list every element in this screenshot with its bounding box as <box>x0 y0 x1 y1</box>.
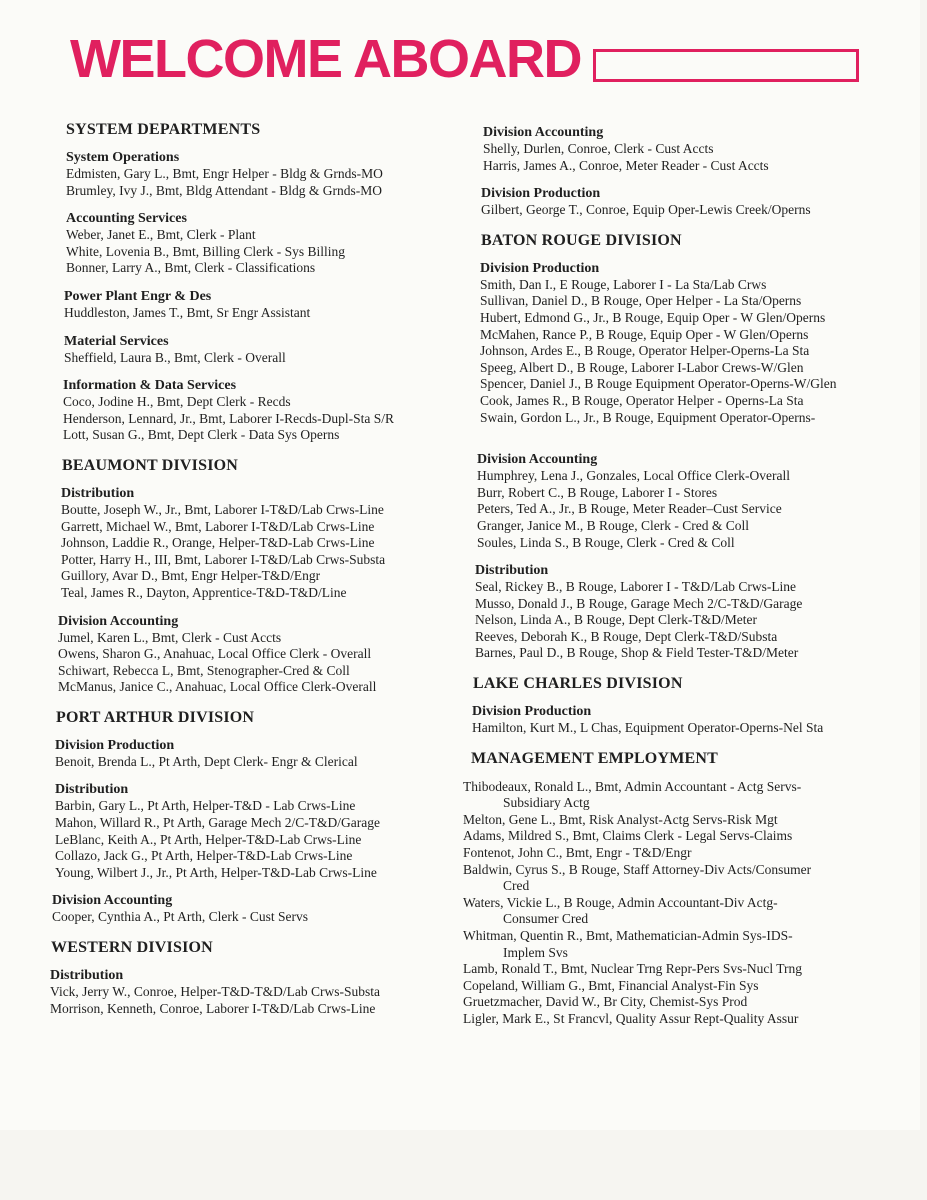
group-subheading: Distribution <box>55 782 129 798</box>
employee-entry: Johnson, Laddie R., Orange, Helper-T&D-Lab Crws-Line <box>61 535 375 551</box>
employee-entry: Melton, Gene L., Bmt, Risk Analyst-Actg Servs-Risk Mgt <box>463 811 778 827</box>
employee-entry: Spencer, Daniel J., B Rouge Equipment Operator-Operns-W/Glen <box>480 376 837 392</box>
employee-entry: Schiwart, Rebecca L, Bmt, Stenographer-Cred & Coll <box>58 662 350 678</box>
group-subheading: Accounting Services <box>66 211 187 227</box>
employee-entry: Fontenot, John C., Bmt, Engr - T&D/Engr <box>463 845 692 861</box>
employee-entry: Barnes, Paul D., B Rouge, Shop & Field Tester-T&D/Meter <box>475 645 799 661</box>
group-subheading: Distribution <box>50 968 124 984</box>
roster-group <box>480 261 913 426</box>
employee-entry: Huddleston, James T., Bmt, Sr Engr Assistant <box>64 304 311 320</box>
employee-entry: White, Lovenia B., Bmt, Billing Clerk - Sys Billing <box>66 243 345 259</box>
employee-entry: Collazo, Jack G., Pt Arth, Helper-T&D-Lab Crws-Line <box>55 848 353 864</box>
employee-entry: Mahon, Willard R., Pt Arth, Garage Mech 2/C-T&D/Garage <box>55 815 381 831</box>
employee-entry: Waters, Vickie L., B Rouge, Admin Accountant-Div Actg- <box>463 894 778 910</box>
roster-group <box>481 186 913 219</box>
roster-group <box>64 289 460 322</box>
employee-entry: Barbin, Gary L., Pt Arth, Helper-T&D - Lab Crws-Line <box>55 798 356 814</box>
employee-entry: Shelly, Durlen, Conroe, Clerk - Cust Accts <box>483 141 714 156</box>
group-subheading: Distribution <box>475 563 549 579</box>
group-subheading: Division Production <box>481 186 601 202</box>
employee-entry: McMahen, Rance P., B Rouge, Equip Oper - W Glen/Operns <box>480 326 809 342</box>
employee-entry: Young, Wilbert J., Jr., Pt Arth, Helper-T&D-Lab Crws-Line <box>55 864 377 880</box>
section-heading: MANAGEMENT EMPLOYMENT <box>471 749 719 767</box>
employee-entry: Subsidiary Actg <box>503 795 590 811</box>
roster-group <box>55 782 460 881</box>
group-subheading: Distribution <box>61 485 135 501</box>
right-column <box>463 125 913 1040</box>
employee-entry: Consumer Cred <box>503 911 589 927</box>
employee-entry: Weber, Janet E., Bmt, Clerk - Plant <box>66 227 256 243</box>
roster-group <box>475 563 913 662</box>
employee-entry: Adams, Mildred S., Bmt, Claims Clerk - Legal Servs-Claims <box>463 828 793 844</box>
employee-entry: Jumel, Karen L., Bmt, Clerk - Cust Accts <box>58 629 282 645</box>
group-subheading: Division Production <box>472 704 592 720</box>
employee-entry: Coco, Jodine H., Bmt, Dept Clerk - Recds <box>63 394 291 410</box>
employee-entry: Edmisten, Gary L., Bmt, Engr Helper - Bldg & Grnds-MO <box>66 166 383 181</box>
employee-entry: Boutte, Joseph W., Jr., Bmt, Laborer I-T&D/Lab Crws-Line <box>61 501 384 517</box>
employee-entry: Lamb, Ronald T., Bmt, Nuclear Trng Repr-Pers Svs-Nucl Trng <box>463 961 802 977</box>
group-subheading: Division Accounting <box>52 893 173 909</box>
group-subheading: Division Accounting <box>483 125 604 140</box>
employee-entry: Whitman, Quentin R., Bmt, Mathematician-Admin Sys-IDS- <box>463 928 793 943</box>
employee-entry: Henderson, Lennard, Jr., Bmt, Laborer I-Recds-Dupl-Sta S/R <box>63 410 395 426</box>
employee-entry: Granger, Janice M., B Rouge, Clerk - Cred & Coll <box>477 517 750 533</box>
roster-group <box>55 738 460 771</box>
group-subheading: Division Accounting <box>477 452 598 468</box>
roster-group <box>61 486 460 602</box>
group-subheading: Material Services <box>64 333 169 349</box>
employee-entry: Musso, Donald J., B Rouge, Garage Mech 2/C-T&D/Garage <box>475 595 803 611</box>
employee-entry: Guillory, Avar D., Bmt, Engr Helper-T&D/Engr <box>61 568 321 584</box>
employee-entry: Lott, Susan G., Bmt, Dept Clerk - Data Sys Operns <box>63 427 340 443</box>
roster-group <box>477 452 913 551</box>
section-heading: BATON ROUGE DIVISION <box>481 231 682 249</box>
employee-entry: Speeg, Albert D., B Rouge, Laborer I-Labor Crews-W/Glen <box>480 359 804 375</box>
employee-entry: Burr, Robert C., B Rouge, Laborer I - Stores <box>477 484 718 500</box>
employee-entry: Morrison, Kenneth, Conroe, Laborer I-T&D/Lab Crws-Line <box>50 1000 376 1016</box>
employee-entry: Baldwin, Cyrus S., B Rouge, Staff Attorney-Div Acts/Consumer <box>463 861 812 877</box>
employee-entry: Cred <box>503 878 530 894</box>
group-subheading: Information & Data Services <box>63 378 237 394</box>
employee-entry: McManus, Janice C., Anahuac, Local Office Clerk-Overall <box>58 679 377 695</box>
section-heading: PORT ARTHUR DIVISION <box>56 708 255 726</box>
roster-group <box>64 334 460 367</box>
employee-entry: Gruetzmacher, David W., Br City, Chemist-Sys Prod <box>463 994 748 1010</box>
roster-group <box>472 704 913 737</box>
employee-entry: Smith, Dan I., E Rouge, Laborer I - La Sta/Lab Crws <box>480 276 767 292</box>
employee-entry: Harris, James A., Conroe, Meter Reader - Cust Accts <box>483 157 769 173</box>
title-decorative-box <box>593 49 859 82</box>
section-heading: LAKE CHARLES DIVISION <box>473 675 683 693</box>
employee-entry: Teal, James R., Dayton, Apprentice-T&D-T&D/Line <box>61 584 347 600</box>
employee-entry: Johnson, Ardes E., B Rouge, Operator Helper-Operns-La Sta <box>480 343 810 359</box>
roster-group <box>66 150 460 199</box>
employee-entry: Thibodeaux, Ronald L., Bmt, Admin Accountant - Actg Servs- <box>463 778 802 794</box>
employee-entry: Cooper, Cynthia A., Pt Arth, Clerk - Cust Servs <box>52 909 308 925</box>
employee-entry: Garrett, Michael W., Bmt, Laborer I-T&D/Lab Crws-Line <box>61 518 375 534</box>
employee-entry: Implem Svs <box>503 944 568 960</box>
employee-entry: Soules, Linda S., B Rouge, Clerk - Cred & Coll <box>477 534 735 550</box>
group-subheading: Division Production <box>480 260 600 276</box>
group-subheading: Division Accounting <box>58 613 179 629</box>
employee-entry: Peters, Ted A., Jr., B Rouge, Meter Reader–Cust Service <box>477 501 782 517</box>
employee-entry: Copeland, William G., Bmt, Financial Analyst-Fin Sys <box>463 977 759 993</box>
employee-entry: Cook, James R., B Rouge, Operator Helper - Operns-La Sta <box>480 392 804 408</box>
employee-entry: Hubert, Edmond G., Jr., B Rouge, Equip Oper - W Glen/Operns <box>480 309 826 325</box>
section-heading: WESTERN DIVISION <box>51 939 213 957</box>
employee-entry: Reeves, Deborah K., B Rouge, Dept Clerk-T&D/Substa <box>475 628 778 644</box>
section-heading: BEAUMONT DIVISION <box>62 456 239 474</box>
employee-entry: Ligler, Mark E., St Francvl, Quality Assur Rept-Quality Assur <box>463 1010 799 1026</box>
roster-group <box>463 779 913 1028</box>
left-column <box>50 120 460 1029</box>
roster-group <box>52 893 460 926</box>
employee-entry: LeBlanc, Keith A., Pt Arth, Helper-T&D-Lab Crws-Line <box>55 831 362 847</box>
employee-entry: Potter, Harry H., III, Bmt, Laborer I-T&D/Lab Crws-Substa <box>61 551 386 567</box>
employee-entry: Sullivan, Daniel D., B Rouge, Oper Helper - La Sta/Operns <box>480 293 802 309</box>
employee-entry: Humphrey, Lena J., Gonzales, Local Office Clerk-Overall <box>477 468 791 484</box>
employee-entry: Nelson, Linda A., B Rouge, Dept Clerk-T&D/Meter <box>475 612 757 628</box>
employee-entry: Bonner, Larry A., Bmt, Clerk - Classifications <box>66 260 316 276</box>
roster-group <box>483 125 913 174</box>
group-subheading: Power Plant Engr & Des <box>64 288 212 304</box>
group-subheading: Division Production <box>55 737 175 753</box>
roster-group <box>50 968 460 1017</box>
employee-entry: Sheffield, Laura B., Bmt, Clerk - Overall <box>64 349 286 365</box>
employee-entry: Brumley, Ivy J., Bmt, Bldg Attendant - Bldg & Grnds-MO <box>66 182 382 198</box>
employee-entry: Owens, Sharon G., Anahuac, Local Office Clerk - Overall <box>58 646 372 662</box>
employee-entry: Swain, Gordon L., Jr., B Rouge, Equipment Operator-Operns- <box>480 409 816 425</box>
employee-entry: Vick, Jerry W., Conroe, Helper-T&D-T&D/Lab Crws-Substa <box>50 984 380 1000</box>
section-heading: SYSTEM DEPARTMENTS <box>66 121 261 138</box>
employee-entry: Hamilton, Kurt M., L Chas, Equipment Operator-Operns-Nel Sta <box>472 720 824 736</box>
roster-group <box>66 211 460 277</box>
roster-group <box>63 378 460 444</box>
employee-entry: Gilbert, George T., Conroe, Equip Oper-Lewis Creek/Operns <box>481 202 811 218</box>
group-subheading: System Operations <box>66 150 180 165</box>
employee-entry: Seal, Rickey B., B Rouge, Laborer I - T&D/Lab Crws-Line <box>475 579 797 595</box>
roster-group <box>58 614 460 696</box>
page-title: WELCOME ABOARD <box>70 29 581 89</box>
employee-entry: Benoit, Brenda L., Pt Arth, Dept Clerk- Engr & Clerical <box>55 753 358 769</box>
